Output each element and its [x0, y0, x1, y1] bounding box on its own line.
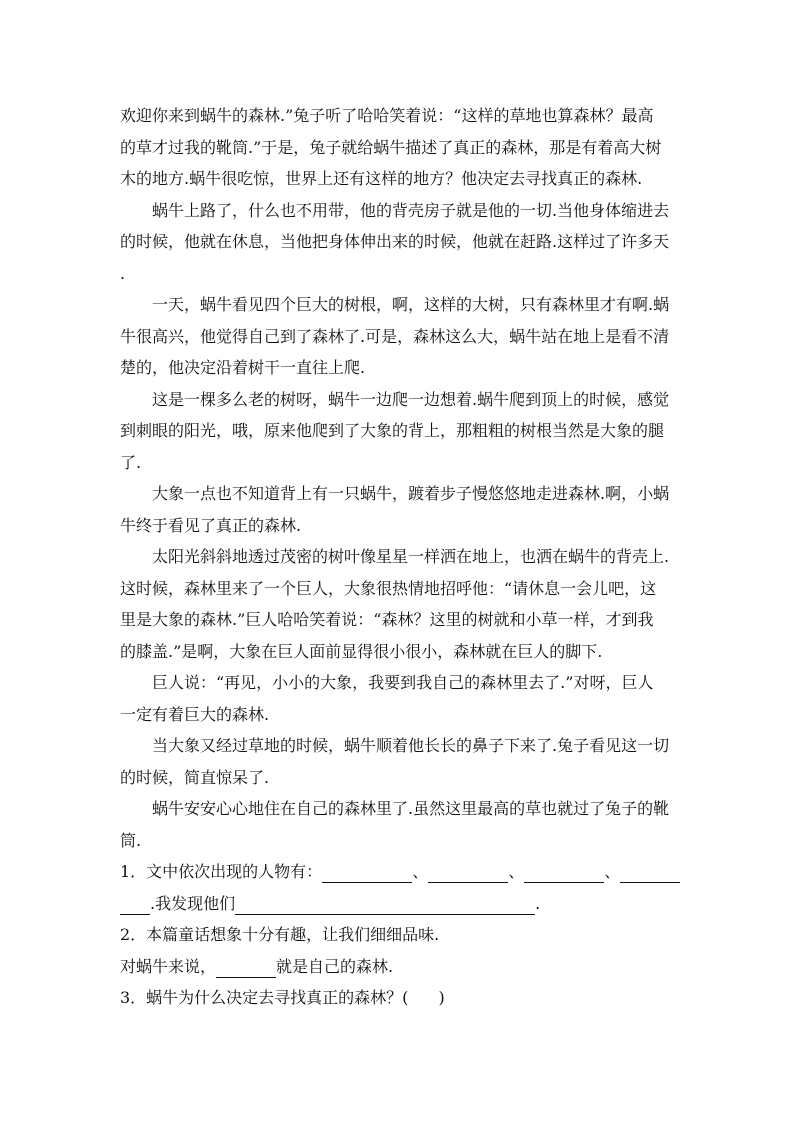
text-line: 的膝盖.”是啊，大象在巨人面前显得很小很小，森林就在巨人的脚下. [120, 641, 603, 661]
text-line: 筒. [120, 830, 142, 850]
question-3 [120, 982, 680, 1014]
story-paragraph-2 [120, 289, 680, 384]
question-3-text: 3．蜗牛为什么决定去寻找真正的森林？( [120, 988, 409, 1007]
question-2-line-1: 2．本篇童话想象十分有趣，让我们细细品味. [120, 925, 440, 944]
question-1-prefix: 1．文中依次出现的人物有： [120, 862, 323, 881]
text-line: 的时候，他就在休息，当他把身体伸出来的时候，他就在赶路.这样过了许多天 [120, 232, 670, 251]
text-line: 大象一点也不知道背上有一只蜗牛，踱着步子慢悠悠地走进森林.啊，小蜗 [152, 484, 670, 503]
story-paragraph-7 [120, 730, 680, 793]
text-line: 的草才过我的靴筒.”于是，兔子就给蜗牛描述了真正的森林，那是有着高大树 [120, 137, 662, 157]
text-line: 牛终于看见了真正的森林. [120, 515, 302, 535]
question-1 [120, 856, 680, 919]
text-line: 一天，蜗牛看见四个巨大的树根，啊，这样的大树，只有森林里才有啊.蜗 [152, 295, 670, 314]
separator: 、 [508, 862, 525, 881]
text-line: 欢迎你来到蜗牛的森林.”兔子听了哈哈笑着说：“这样的草地也算森林？最高 [120, 106, 654, 125]
answer-blank-character-4[interactable] [620, 862, 680, 883]
story-paragraph-0 [120, 100, 680, 195]
question-2-suffix: 就是自己的森林. [276, 956, 394, 976]
question-3-close: ) [438, 988, 445, 1007]
separator: 、 [412, 862, 429, 881]
text-line: 的时候，简直惊呆了. [120, 767, 270, 787]
answer-blank-discovery[interactable] [235, 894, 535, 915]
story-paragraph-3 [120, 384, 680, 479]
text-line: 了. [120, 452, 142, 472]
question-2-line-2 [120, 951, 680, 983]
question-1-line-1 [120, 856, 680, 888]
text-line: 巨人说：“再见，小小的大象，我要到我自己的森林里去了.”对呀，巨人 [152, 673, 654, 692]
document-content [120, 100, 680, 1014]
text-line: 太阳光斜斜地透过茂密的树叶像星星一样洒在地上，也洒在蜗牛的背壳上. [152, 547, 670, 566]
text-line: 蜗牛上路了，什么也不用带，他的背壳房子就是他的一切.当他身体缩进去 [152, 200, 670, 220]
answer-blank-character-1[interactable] [322, 862, 412, 883]
answer-blank-character-3[interactable] [524, 862, 604, 883]
question-1-mid: .我发现他们 [150, 893, 236, 913]
story-paragraph-1 [120, 195, 680, 290]
answer-blank-snail-forest[interactable] [216, 957, 276, 978]
text-line: 牛很高兴，他觉得自己到了森林了.可是，森林这么大，蜗牛站在地上是看不清 [120, 326, 670, 346]
text-line: 这时候，森林里来了一个巨人，大象很热情地招呼他：“请休息一会儿吧，这 [120, 578, 657, 598]
answer-blank-character-2[interactable] [428, 862, 508, 883]
question-2-prefix: 对蜗牛来说， [120, 956, 217, 976]
text-line: 一定有着巨大的森林. [120, 704, 270, 724]
text-line: 到刺眼的阳光，哦，原来他爬到了大象的背上，那粗粗的树根当然是大象的腿 [120, 421, 665, 440]
text-line: 当大象又经过草地的时候，蜗牛顺着他长长的鼻子下来了.兔子看见这一切 [152, 736, 670, 755]
separator: 、 [604, 862, 621, 881]
text-line: 这是一棵多么老的树呀，蜗牛一边爬一边想着.蜗牛爬到顶上的时候，感觉 [152, 389, 670, 409]
question-2 [120, 919, 680, 982]
text-line: 蜗牛安安心心地住在自己的森林里了.虽然这里最高的草也就过了兔子的靴 [152, 799, 670, 818]
story-paragraph-6 [120, 667, 680, 730]
story-paragraph-4 [120, 478, 680, 541]
question-1-end: . [535, 893, 541, 913]
text-line: 里是大象的森林.”巨人哈哈笑着说：“森林？这里的树就和小草一样，才到我 [120, 610, 654, 629]
story-paragraph-5 [120, 541, 680, 667]
answer-blank-character-4-cont[interactable] [120, 894, 150, 915]
text-line: . [120, 263, 126, 283]
story-paragraph-8 [120, 793, 680, 856]
text-line: 木的地方.蜗牛很吃惊，世界上还有这样的地方？他决定去寻找真正的森林. [120, 169, 643, 188]
question-1-line-2 [120, 888, 680, 920]
question-3-line [120, 982, 680, 1014]
text-line: 楚的，他决定沿着树干一直往上爬. [120, 358, 366, 377]
